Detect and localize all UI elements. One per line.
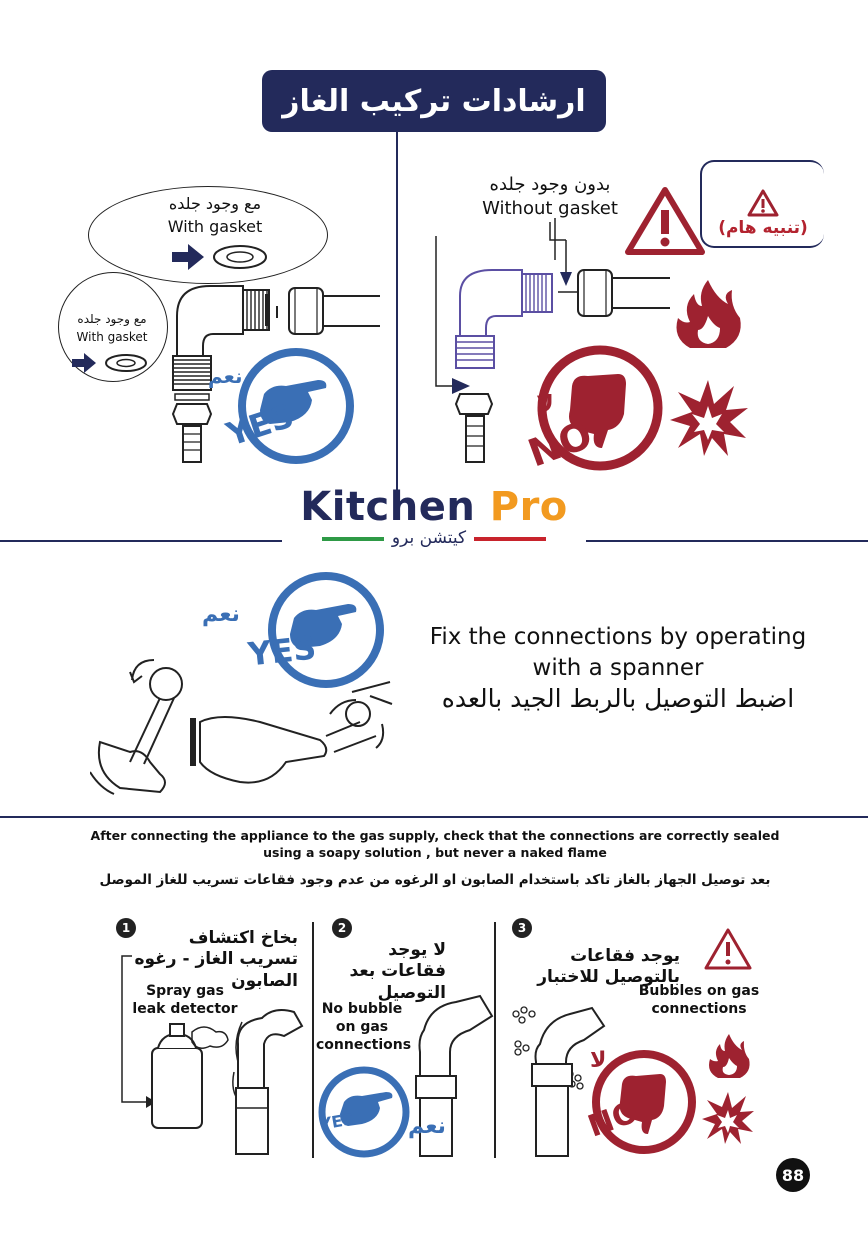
step-1-ar: بخاخ اكتشاف تسريب الغاز - رغوه الصابون <box>134 928 298 991</box>
step-3-ar: يوجد فقاعات بالتوصيل للاختبار <box>537 946 680 988</box>
divider-right <box>586 540 868 542</box>
spanner-instruction-en: Fix the connections by operating with a spanner <box>429 624 807 682</box>
flame-icon <box>672 276 744 352</box>
explosion-icon <box>668 378 750 458</box>
step-2-ar: لا يوجد فقاعات بعد التوصيل <box>349 940 446 1003</box>
gasket-small-illustration <box>70 350 160 376</box>
without-gasket-en: Without gasket <box>482 198 618 219</box>
logo-text-pro: Pro <box>489 484 568 530</box>
warning-triangle-icon <box>702 926 754 972</box>
divider-vertical <box>396 132 398 490</box>
soap-note-ar: بعد توصيل الجهاز بالغاز تاكد باستخدام الصابون او الرغوه من عدم وجود فقاعات تسريب للغاز الموصل <box>99 872 771 888</box>
step-1-number: 1 <box>116 918 136 938</box>
no-badge-bottom <box>574 1046 700 1156</box>
without-gasket-ar: بدون وجود جلده <box>489 174 611 195</box>
step-divider-1 <box>312 922 314 1158</box>
flame-icon <box>706 1032 752 1080</box>
soap-note-en: After connecting the appliance to the gas supply, check that the connections are correctly sealed using a soapy solution , but never a naked flame <box>90 828 780 860</box>
yes-badge-top-ar: نعم <box>208 364 243 388</box>
gasket-large-en: With gasket <box>167 217 263 236</box>
no-badge-bottom-en: NO <box>583 1094 644 1145</box>
gasket-large-ar: مع وجود جلده <box>168 194 262 213</box>
spray-can-illustration <box>112 952 312 1158</box>
page-number: 88 <box>776 1158 810 1192</box>
warning-label: (تنبيه هام) <box>718 218 808 238</box>
brand-logo <box>284 484 584 548</box>
arrow-right-icon <box>72 353 96 373</box>
divider-left <box>0 540 282 542</box>
no-badge-top-ar: لا <box>536 390 554 418</box>
no-badge-top <box>500 344 670 474</box>
step-1-en: Spray gas leak detector <box>132 983 238 1018</box>
logo-text-kitchen: Kitchen <box>300 484 490 530</box>
step-2-en: No bubble on gas connections <box>316 1001 412 1054</box>
explosion-icon <box>700 1090 756 1146</box>
no-badge-bottom-ar: لا <box>590 1048 607 1073</box>
yes-badge-top <box>186 346 358 464</box>
warning-triangle-icon <box>747 188 779 218</box>
gasket-small-en: With gasket <box>76 330 148 344</box>
gasket-large-illustration <box>170 240 270 274</box>
step-2-number: 2 <box>332 918 352 938</box>
arrow-right-icon <box>452 378 470 394</box>
page-title: ارشادات تركيب الغاز <box>262 70 606 132</box>
no-badge-top-en: NO <box>522 412 598 476</box>
spanner-illustration <box>90 652 400 802</box>
yes-badge-middle-ar: نعم <box>202 602 240 627</box>
spanner-instruction-ar: اضبط التوصيل بالربط الجيد بالعده <box>441 684 795 713</box>
yes-badge-top-en: YES <box>221 396 299 454</box>
yes-badge-bottom-ar: نعم <box>408 1114 446 1139</box>
divider-full <box>0 816 868 818</box>
step-divider-2 <box>494 922 496 1158</box>
yes-badge-middle-en: YES <box>246 628 318 674</box>
logo-stripe-red <box>474 537 546 541</box>
logo-subtitle: كيتشن برو <box>391 528 467 548</box>
arrow-right-icon <box>172 244 204 270</box>
step-3-number: 3 <box>512 918 532 938</box>
yes-badge-bottom-en: YES <box>318 1109 356 1134</box>
gasket-small-ar: مع وجود جلده <box>77 312 147 326</box>
step-3-en: Bubbles on gas connections <box>638 983 760 1018</box>
yes-badge-bottom <box>316 1062 466 1158</box>
logo-stripe-green <box>322 537 384 541</box>
